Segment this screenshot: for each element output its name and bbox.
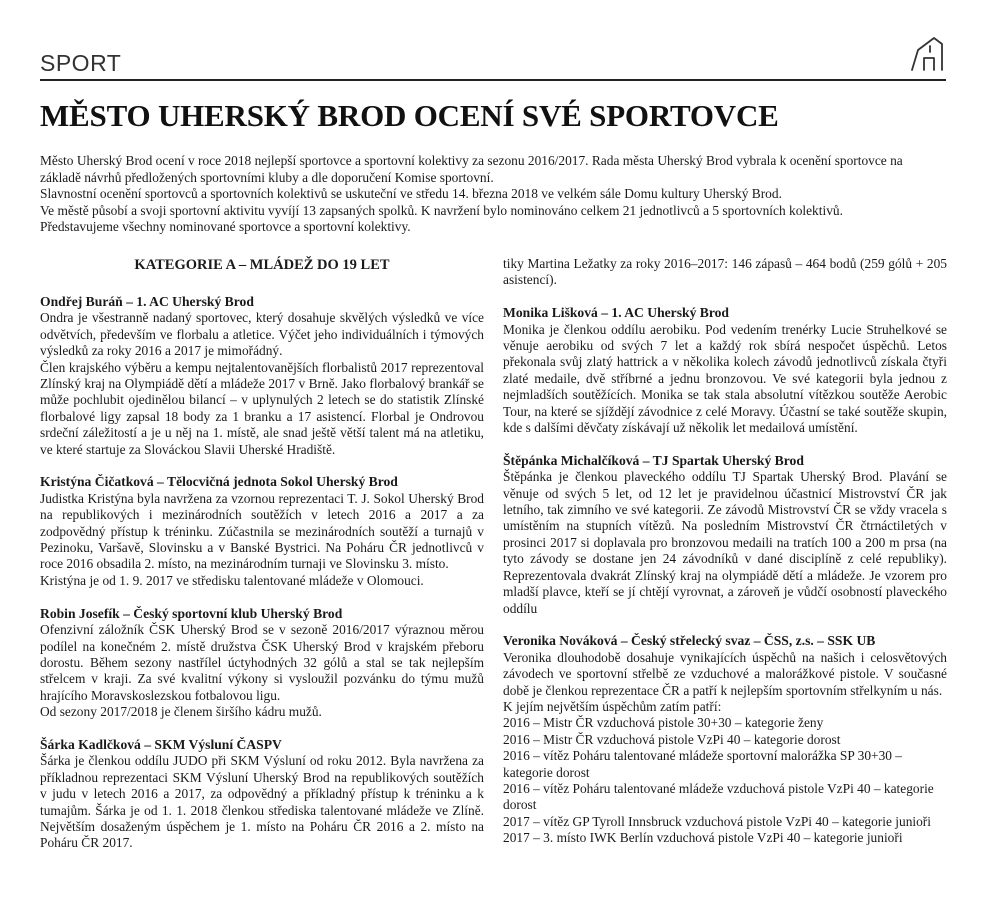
nominee-text: Monika je členkou oddílu aerobiku. Pod vedením trenérky Lucie Struhelkové se věnuje aerobiku od svých 7 let a každý rok sbírá nespočet úspěchů. Letos překonala svůj zlatý hattrick a v několika kolech závodů jednotlivců získala čtyři zlaté medaile, dvě stříbrné a jednu bronzovou. Ve své kategorii byla jednou z nejmladších soutěžících. Monika se tak stala absolutní vítězkou soutěže Aerobic Tour, na které se sjíždějí závodnice z celé Moravy. Účastní se také soutěže skupin, kde s dalšími děvčaty získávají už několik let medailová umístění. — [503, 321, 947, 436]
lead-paragraph: Ve městě působí a svoji sportovní aktivitu vyvíjí 13 zapsaných spolků. K navržení bylo nominováno celkem 21 jednotlivců a 5 sportovních kolektivů. — [40, 202, 843, 218]
article-title: MĚSTO UHERSKÝ BROD OCENÍ SVÉ SPORTOVCE — [40, 98, 779, 133]
nominee-text: Ondra je všestranně nadaný sportovec, který dosahuje skvělých výsledků ve více odvětvích, především ve florbalu a atletice. Výčet jeho individuálních i týmových výsledků za roky 2016 a 2017 je mimořádný. — [40, 310, 484, 359]
achievement-list — [503, 715, 947, 846]
nominee-text: K jejím největším úspěchům zatím patří: — [503, 698, 722, 714]
nominee-name: Kristýna Čičatková – Tělocvičná jednota Sokol Uherský Brod — [40, 474, 398, 490]
nominee-text: Veronika dlouhodobě dosahuje vynikajících úspěchů na našich i celosvětových závodech ve sportovní střelbě ze vzduchové a malorážkové pistole. V současné době je členkou reprezentace ČR a patří k nejlepším sportovním střelkyním u nás. — [503, 649, 947, 698]
list-item: 2017 – 3. místo IWK Berlín vzduchová pistole VzPi 40 – kategorie junioři — [503, 830, 903, 846]
nominee-entry — [503, 633, 947, 846]
lead-paragraph: Město Uherský Brod ocení v roce 2018 nejlepší sportovce a sportovní kolektivy za sezonu 2016/2017. Rada města Uherský Brod vybrala k ocenění sportovce na základě návrhů předložených sportovními kluby a dle doporučení Komise sportovní. — [40, 153, 903, 185]
nominee-text: Kristýna je od 1. 9. 2017 ve středisku talentované mládeže v Olomouci. — [40, 572, 424, 588]
nominee-name: Ondřej Buráň – 1. AC Uherský Brod — [40, 294, 254, 309]
nominee-text: Člen krajského výběru a kempu nejtalentovanějších florbalistů 2017 reprezentoval Zlínský kraj na Olympiádě dětí a mládeže 2017 v Brně. Jako florbalový brankář se může pochlubit ojedinělou bilancí – v uplynulých 2 letech se do statistik Zlínské florbalové ligy zapsal 18 body za 1 branku a 17 asistencí. Florbal je Ondrovou srdeční záležitostí a je u něj na 1. místě, ale snad ještě větší talent má na atletiku, ve které startuje za Slováckou Slavii Uherské Hradiště. — [40, 359, 484, 457]
nominee-text: Judistka Kristýna byla navržena za vzornou reprezentaci T. J. Sokol Uherský Brod na republikových i mezinárodních soutěžích v letech 2016 a 2017 a za zodpovědný přístup k tréninku. Zúčastnila se mezinárodních soutěží a turnajů v Pezinoku, Varšavě, Slovinsku a v Banské Bystrici. Na Poháru ČR jednotlivců v roce 2016 obsadila 2. místo, na mezinárodním turnaji ve Slovinsku 3. místo. — [40, 490, 484, 572]
nominee-name: Monika Lišková – 1. AC Uherský Brod — [503, 305, 729, 321]
lead-paragraph: Představujeme všechny nominované sportovce a sportovní kolektivy. — [40, 219, 411, 234]
nominee-text: tiky Martina Ležatky za roky 2016–2017: 146 zápasů – 464 bodů (259 gólů + 205 asistencí). — [503, 256, 947, 288]
nominee-name: Veronika Nováková – Český střelecký svaz – ČSS, z.s. – SSK UB — [503, 633, 876, 649]
nominee-entry — [503, 453, 947, 617]
left-column — [40, 256, 484, 868]
nominee-text: Šárka je členkou oddílu JUDO při SKM Výsluní od roku 2012. Byla navržena za příkladnou reprezentaci SKM Výsluní Uherský Brod na republikových soutěžích v judu v letech 2016 a 2017, za odpovědný a příkladný přístup k tréninku a k tumajům. Šárka je od 1. 1. 2018 členkou střediska talentované mládeže ve Zlíně. Největším dosaženým úspěchem je 1. místo na Poháru ČR 2016 a 2. místo na Poháru ČR 2017. — [40, 753, 484, 851]
category-heading: KATEGORIE A – MLÁDEŽ DO 19 LET — [134, 257, 390, 273]
list-item: 2017 – vítěz GP Tyroll Innsbruck vzduchová pistole VzPi 40 – kategorie junioři — [503, 813, 931, 829]
nominee-name: Robin Josefík – Český sportovní klub Uherský Brod — [40, 605, 343, 621]
nominee-name: Štěpánka Michalčíková – TJ Spartak Uherský Brod — [503, 452, 804, 468]
nominee-text: Štěpánka je členkou plaveckého oddílu TJ Spartak Uherský Brod. Plavání se věnuje od svých 5 let, od 12 let je pravidelnou účastnicí Mistrovství ČR jak letního, tak zimního ve své kategorii. Ze závodů Mistrovství ČR se vždy vracela s umístěním na stupních vítězů. Na posledním Mistrovství ČR čtrnáctiletých v prosinci 2017 si doplavala pro bronzovou medaili na tratích 100 a 200 m prsa (na tyto závody se dostane jen 24 závodníků v dané disciplíně z celé republiky). Reprezentovala dvakrát Zlínský kraj na olympiádě dětí a mládeže. Je vzorem pro mladší plavce, kteří se jí chtějí vyrovnat, a zároveň je vůdčí osobností plaveckého oddílu — [503, 469, 947, 616]
header-rule — [40, 79, 946, 81]
list-item: 2016 – vítěz Poháru talentované mládeže vzduchová pistole VzPi 40 – kategorie dorost — [503, 780, 934, 813]
list-item: 2016 – Mistr ČR vzduchová pistole VzPi 40 – kategorie dorost — [503, 731, 841, 747]
nominee-entry — [40, 737, 484, 852]
nominee-text: Od sezony 2017/2018 je členem širšího kádru mužů. — [40, 704, 322, 720]
continued-text — [503, 256, 947, 289]
nominee-name: Šárka Kadlčková – SKM Výsluní ČASPV — [40, 736, 282, 752]
nominee-text: Ofenzivní záložník ČSK Uherský Brod se v sezoně 2016/2017 výraznou měrou podílel na konečném 2. místě družstva ČSK Uherský Brod v krajském přeboru dorostu. Během sezony nastřílel úctyhodných 32 gólů a stal se tak nejlepším střelcem v kraji. Za své kvalitní výkony si vysloužil pozvánku do týmu mužů hrajícího Moravskoslezskou fotbalovou ligu. — [40, 622, 484, 703]
right-column — [503, 256, 947, 863]
list-item: 2016 – vítěz Poháru talentované mládeže sportovní malorážka SP 30+30 – kategorie dorost — [503, 748, 903, 780]
section-label: SPORT — [40, 50, 122, 76]
nominee-entry — [40, 294, 484, 458]
article-lead — [40, 153, 946, 236]
nominee-entry — [40, 474, 484, 589]
lead-paragraph: Slavnostní ocenění sportovců a sportovních kolektivů se uskuteční ve středu 14. března 2018 ve velkém sále Domu kultury Uherský Brod. — [40, 186, 782, 201]
list-item: 2016 – Mistr ČR vzduchová pistole 30+30 – kategorie ženy — [503, 715, 824, 731]
nominee-entry — [40, 606, 484, 721]
nominee-entry — [503, 305, 947, 436]
house-outline-icon — [908, 34, 948, 74]
